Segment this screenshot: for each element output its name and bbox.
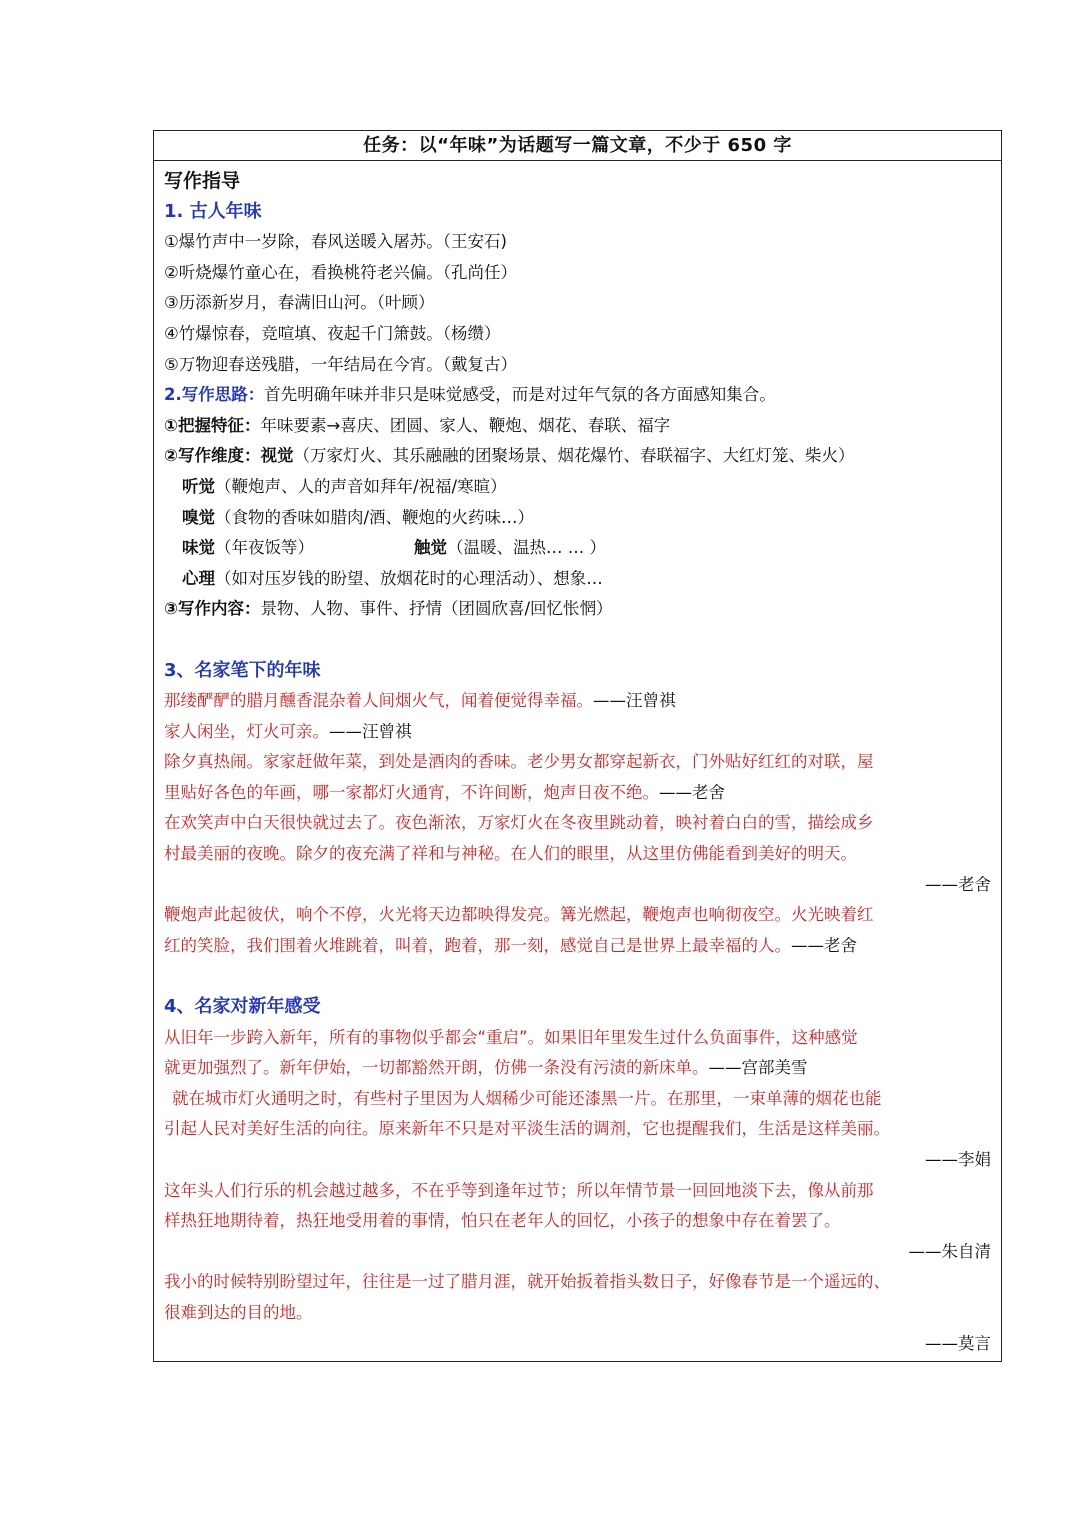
hearing-label: 听觉 — [182, 476, 215, 496]
content-line — [164, 594, 991, 625]
quote-line — [164, 1053, 991, 1084]
smell-line — [164, 503, 991, 534]
section2-intro: 首先明确年味并非只是味觉感受，而是对过年气氛的各方面感知集合。 — [264, 385, 776, 405]
quote-text: 很难到达的目的地。 — [164, 1302, 313, 1322]
hearing-line — [164, 472, 991, 503]
quote-text: 从旧年一步跨入新年，所有的事物似乎都会“重启”。如果旧年里发生过什么负面事件，这种感觉 — [164, 1027, 858, 1047]
section4-heading: 4、名家对新年感受 — [164, 996, 321, 1018]
quote-text: 在欢笑声中白天很快就过去了。夜色渐浓，万家灯火在冬夜里跳动着，映衬着白白的雪，描绘成乡 — [164, 813, 874, 833]
quote-text: 就在城市灯火通明之时，有些村子里因为人烟稀少可能还漆黑一片。在那里，一束单薄的烟花也能 — [172, 1088, 882, 1108]
guide-heading: 写作指导 — [164, 170, 241, 192]
guide-content — [154, 161, 1001, 1359]
mind-label: 心理 — [182, 568, 215, 588]
quote-text: 那缕酽酽的腊月醺香混杂着人间烟火气，闻着便觉得幸福。 — [164, 691, 593, 711]
quote-text: 这年头人们行乐的机会越过越多，不在乎等到逢年过节；所以年情节景一回回地淡下去，像从前那 — [164, 1180, 874, 1200]
quote-author: ——莫言 — [925, 1333, 991, 1353]
section2-intro-line — [164, 380, 991, 411]
mind-line — [164, 564, 991, 595]
quote-author: ——老舍 — [659, 782, 725, 802]
quote-author: ——朱自清 — [908, 1241, 991, 1261]
quote-text: 我小的时候特别盼望过年，往往是一过了腊月涯，就开始扳着指头数日子，好像春节是一个遥远的、 — [164, 1272, 890, 1292]
quote-author: ——汪曾祺 — [329, 721, 412, 741]
poem-line: ②听烧爆竹童心在，看换桃符老兴偏。（孔尚任） — [164, 262, 518, 282]
smell-text: （食物的香味如腊肉/酒、鞭炮的火药味…） — [215, 507, 535, 527]
touch-text: （温暖、温热… … ） — [447, 538, 606, 558]
poem-line: ⑤万物迎春送残腊，一年结局在今宵。（戴复古） — [164, 354, 518, 374]
taste-label: 味觉 — [182, 538, 215, 558]
quote-text: 引起人民对美好生活的向往。原来新年不只是对平淡生活的调剂，它也提醒我们，生活是这样美丽。 — [164, 1119, 890, 1139]
section2-heading: 2.写作思路： — [164, 385, 265, 405]
quote-line — [164, 778, 991, 809]
quote-line — [164, 686, 991, 717]
feature-line — [164, 411, 991, 442]
quote-text: 除夕真热闹。家家赶做年菜，到处是酒肉的香味。老少男女都穿起新衣，门外贴好红红的对联，屋 — [164, 752, 874, 772]
visual-text: （万家灯火、其乐融融的团聚场景、烟花爆竹、春联福字、大红灯笼、柴火） — [293, 446, 855, 466]
hearing-text: （鞭炮声、人的声音如拜年/祝福/寒暄） — [215, 476, 507, 496]
taste-touch-line — [164, 533, 991, 564]
quote-author: ——老舍 — [791, 935, 857, 955]
quote-line — [164, 717, 991, 748]
poem-line: ④竹爆惊春，竞喧填、夜起千门箫鼓。（杨缵） — [164, 323, 501, 343]
quote-text: 红的笑脸，我们围着火堆跳着，叫着，跑着，那一刻，感觉自己是世界上最幸福的人。 — [164, 935, 791, 955]
quote-text: 里贴好各色的年画，哪一家都灯火通宵，不许间断，炮声日夜不绝。 — [164, 782, 659, 802]
quote-author: ——宫部美雪 — [708, 1058, 808, 1078]
dimension-label: ②写作维度： — [164, 446, 261, 466]
quote-text: 样热狂地期待着，热狂地受用着的事情，怕只在老年人的回忆，小孩子的想象中存在着罢了。 — [164, 1211, 841, 1231]
section3-heading: 3、名家笔下的年味 — [164, 659, 321, 681]
quote-author: ——老舍 — [925, 874, 991, 894]
feature-text: 年味要素→喜庆、团圆、家人、鞭炮、烟花、春联、福字 — [260, 415, 671, 435]
quote-text: 家人闲坐，灯火可亲。 — [164, 721, 329, 741]
mind-text: （如对压岁钱的盼望、放烟花时的心理活动）、想象… — [215, 568, 603, 588]
quote-text: 村最美丽的夜晚。除夕的夜充满了祥和与神秘。在人们的眼里，从这里仿佛能看到美好的明天。 — [164, 844, 857, 864]
taste-text: （年夜饭等） — [215, 538, 314, 558]
quote-line — [164, 931, 991, 962]
quote-text: 鞭炮声此起彼伏，响个不停，火光将天边都映得发亮。篝光燃起，鞭炮声也响彻夜空。火光映着红 — [164, 905, 874, 925]
section1-heading: 1. 古人年味 — [164, 200, 262, 222]
quote-author: ——李娟 — [925, 1150, 991, 1169]
dimension-line — [164, 441, 991, 472]
visual-label: 视觉 — [260, 446, 294, 466]
task-title: 任务：以“年味”为话题写一篇文章，不少于 650 字 — [154, 131, 1001, 161]
task-sheet-table — [153, 130, 1002, 1362]
content-text: 景物、人物、事件、抒情（团圆欣喜/回忆怅惘） — [260, 599, 613, 619]
poem-line: ③历添新岁月，春满旧山河。（叶顾） — [164, 293, 435, 313]
touch-label: 触觉 — [414, 538, 447, 558]
content-label: ③写作内容： — [164, 599, 261, 619]
smell-label: 嗅觉 — [182, 507, 215, 527]
poem-line: ①爆竹声中一岁除，春风送暖入屠苏。（王安石) — [164, 232, 507, 252]
quote-author: ——汪曾祺 — [593, 691, 676, 711]
quote-text: 就更加强烈了。新年伊始，一切都豁然开朗，仿佛一条没有污渍的新床单。 — [164, 1058, 709, 1078]
feature-label: ①把握特征： — [164, 415, 261, 435]
